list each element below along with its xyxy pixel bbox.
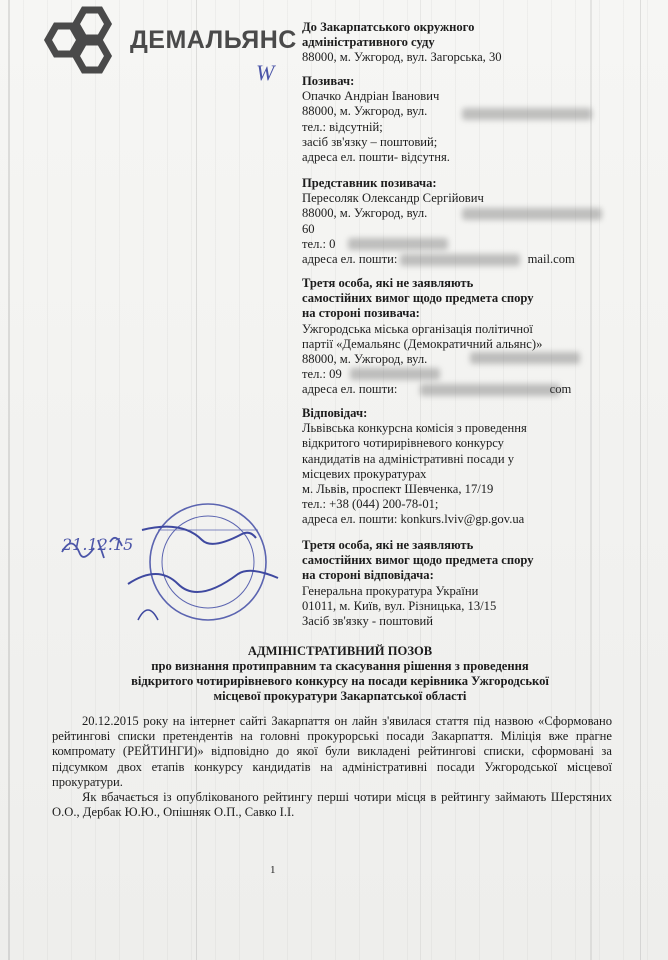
tp-plaintiff-heading-1: Третя особа, які не заявляють <box>302 276 474 290</box>
demalians-logo <box>26 4 297 76</box>
tp-plaintiff-address: 88000, м. Ужгород, вул. <box>302 352 428 367</box>
page-number: 1 <box>270 864 276 876</box>
defendant-heading: Відповідач: <box>302 406 368 420</box>
representative-email-suffix: mail.com <box>527 252 575 267</box>
claim-title: АДМІНІСТРАТИВНИЙ ПОЗОВ <box>247 644 433 658</box>
tp-plaintiff-heading-2: самостійних вимог щодо предмета спору <box>302 291 534 306</box>
representative-phone: тел.: 0 <box>302 236 336 251</box>
tp-defendant-heading-3: на стороні відповідача: <box>302 568 434 583</box>
claim-body <box>52 714 612 820</box>
redaction-blur <box>348 238 448 250</box>
plaintiff-address: 88000, м. Ужгород, вул. <box>302 104 428 119</box>
scan-streak <box>640 0 641 960</box>
court-line-1: До Закарпатського окружного <box>302 20 475 34</box>
tp-defendant-address: 01011, м. Київ, вул. Різницька, 13/15 <box>302 598 497 613</box>
plaintiff-name: Опачко Андріан Іванович <box>302 89 440 104</box>
defendant-block <box>302 406 632 528</box>
representative-email-prefix: адреса ел. пошти: <box>302 252 398 267</box>
defendant-email: адреса ел. пошти: konkurs.lviv@gp.gov.ua <box>302 512 525 527</box>
tp-plaintiff-org-1: Ужгородська міська організація політичної <box>302 321 533 336</box>
handwritten-date: 21.12.15 <box>62 535 134 554</box>
defendant-phone: тел.: +38 (044) 200-78-01; <box>302 497 439 512</box>
hexagon-logo-icon <box>26 4 126 74</box>
court-line-2: адміністративного суду <box>302 35 435 50</box>
representative-heading: Представник позивача: <box>302 176 437 190</box>
tp-plaintiff-phone: тел.: 09 <box>302 367 342 382</box>
claim-subtitle-2: відкритого чотирирівневого конкурсу на посади керівника Ужгородської <box>131 674 549 688</box>
tp-plaintiff-org-2: партії «Демальянс (Демократичний альянс)» <box>302 336 543 351</box>
redaction-blur <box>470 352 580 364</box>
handwritten-mark: W <box>256 60 275 85</box>
claim-title-block <box>60 644 620 704</box>
defendant-address: м. Львів, проспект Шевченка, 17/19 <box>302 482 494 497</box>
body-paragraph-2: Як вбачається із опублікованого рейтингу перші чотири місця в рейтингу займають Шерстяних О.О., Дербак Ю.Ю., Опішняк О.П., Савко І.І. <box>52 790 612 820</box>
claim-subtitle-1: про визнання протиправним та скасування рішення з проведення <box>151 659 529 673</box>
court-block <box>302 20 632 66</box>
redaction-blur <box>462 108 592 120</box>
tp-defendant-contact: Засіб зв'язку - поштовий <box>302 614 434 629</box>
tp-defendant-heading-1: Третя особа, які не заявляють <box>302 538 474 552</box>
redaction-blur <box>420 384 560 396</box>
representative-address: 88000, м. Ужгород, вул. <box>302 206 428 221</box>
logo-brand-text: ДЕМАЛЬЯНС <box>130 26 297 54</box>
defendant-line-4: місцевих прокуратурах <box>302 466 427 481</box>
third-party-defendant-block <box>302 538 632 629</box>
tp-plaintiff-email-suffix: com <box>549 382 572 397</box>
plaintiff-phone: тел.: відсутній; <box>302 119 383 134</box>
tp-defendant-heading-2: самостійних вимог щодо предмета спору <box>302 553 534 568</box>
redaction-blur <box>400 254 520 266</box>
tp-defendant-org: Генеральна прокуратура України <box>302 583 479 598</box>
claim-subtitle-3: місцевої прокуратури Закарпатської області <box>213 689 467 703</box>
representative-address-2: 60 <box>302 221 315 236</box>
body-paragraph-1: 20.12.2015 року на інтернет сайті Закарпаття он лайн з'явилася стаття під назвою «Сформовано рейтингові списки претендентів на головні прокурорські посади Закарпаття. Міліція вже прагне компромату (РЕЙТИНГИ)» відповідно до якої були викладені рейтингові списки, сформовані за підсумком двох етапів конкурсу кандидатів на адміністративні посади Ужгородської місцевої прокуратури. <box>52 714 612 789</box>
defendant-line-1: Львівська конкурсна комісія з проведення <box>302 421 527 436</box>
redaction-blur <box>350 368 440 380</box>
redaction-blur <box>462 208 602 220</box>
representative-name: Пересоляк Олександр Сергійович <box>302 191 484 206</box>
plaintiff-heading: Позивач: <box>302 74 355 88</box>
defendant-line-3: кандидатів на адміністративні посади у <box>302 451 515 466</box>
plaintiff-email: адреса ел. пошти- відсутня. <box>302 150 450 165</box>
tp-plaintiff-heading-3: на стороні позивача: <box>302 306 420 321</box>
court-address: 88000, м. Ужгород, вул. Загорська, 30 <box>302 50 502 65</box>
scan-streak <box>8 0 10 960</box>
court-stamp <box>58 500 308 650</box>
plaintiff-contact: засіб зв'язку – поштовий; <box>302 134 438 149</box>
tp-plaintiff-email-prefix: адреса ел. пошти: <box>302 382 398 397</box>
defendant-line-2: відкритого чотирирівневого конкурсу <box>302 436 504 451</box>
